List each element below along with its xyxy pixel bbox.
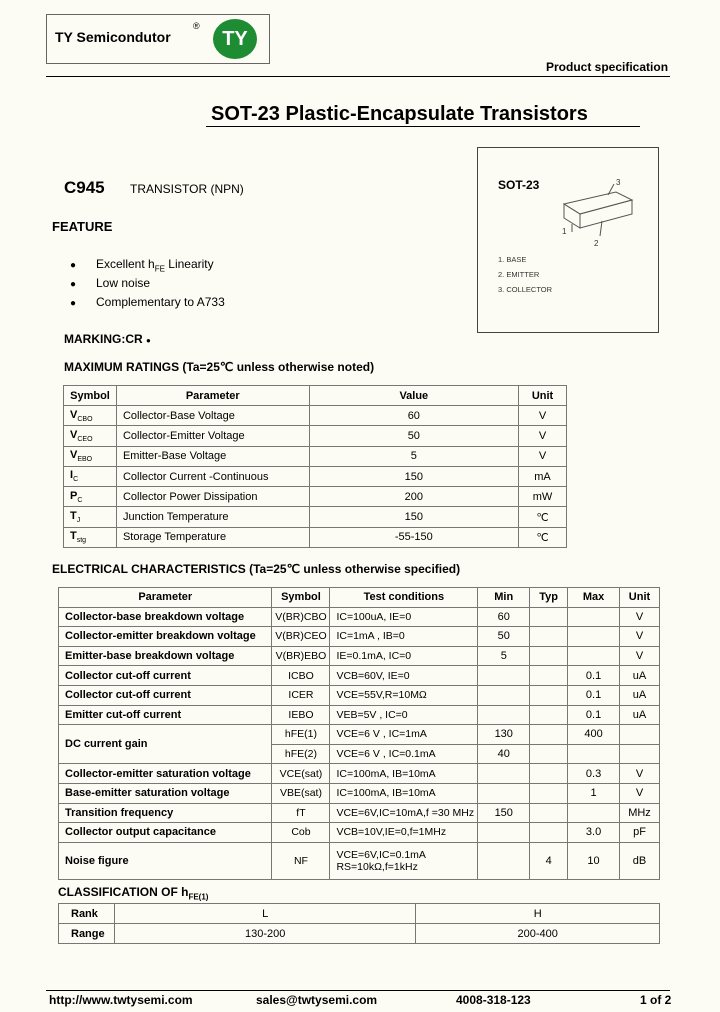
condition-cell: VCE=6 V , IC=0.1mA <box>330 744 478 764</box>
table-header-row <box>59 588 660 608</box>
max-cell <box>568 627 620 647</box>
value-cell: 200 <box>309 487 518 507</box>
table-row <box>59 823 660 843</box>
parameter-cell: Transition frequency <box>59 803 272 823</box>
typ-cell <box>530 627 568 647</box>
parameter-cell: Collector Current -Continuous <box>116 466 309 486</box>
typ-cell <box>530 685 568 705</box>
unit-cell: V <box>620 764 660 784</box>
parameter-cell: Noise figure <box>59 842 272 879</box>
column-header: Max <box>568 588 620 608</box>
table-row <box>59 725 660 745</box>
min-cell: 60 <box>478 607 530 627</box>
typ-cell <box>530 607 568 627</box>
feature-list <box>70 255 225 312</box>
max-cell: 0.1 <box>568 685 620 705</box>
unit-cell: ℃ <box>519 507 567 527</box>
table-row <box>59 783 660 803</box>
electrical-title: ELECTRICAL CHARACTERISTICS (Ta=25℃ unless otherwise specified) <box>52 562 461 576</box>
min-cell: 130 <box>478 725 530 745</box>
page-title: SOT-23 Plastic-Encapsulate Transistors <box>211 103 588 125</box>
feature-item <box>70 274 225 293</box>
table-row <box>59 803 660 823</box>
unit-cell: V <box>620 783 660 803</box>
brand-box <box>46 14 270 64</box>
symbol-cell: $V_{CEO}$ <box>64 426 117 446</box>
typ-cell <box>530 725 568 745</box>
range-value: 130-200 <box>114 924 415 944</box>
symbol-cell: V(BR)EBO <box>272 646 330 666</box>
typ-cell <box>530 823 568 843</box>
unit-cell: V <box>519 426 567 446</box>
typ-cell <box>530 744 568 764</box>
ty-logo-icon: TY <box>213 19 257 59</box>
feature-text: Complementary to A733 <box>96 295 225 309</box>
symbol-cell: V(BR)CEO <box>272 627 330 647</box>
parameter-cell: Storage Temperature <box>116 527 309 547</box>
svg-text:3: 3 <box>616 178 621 187</box>
classification-title: CLASSIFICATION OF $h_{FE(1)}$ <box>58 885 209 902</box>
max-cell <box>568 646 620 666</box>
symbol-cell: $T_J$ <box>64 507 117 527</box>
condition-cell: VCE=55V,R=10MΩ <box>330 685 478 705</box>
column-header: Value <box>309 386 518 406</box>
table-row <box>64 527 567 547</box>
min-cell <box>478 705 530 725</box>
symbol-cell: NF <box>272 842 330 879</box>
table-header-row <box>64 386 567 406</box>
max-cell: 0.3 <box>568 764 620 784</box>
column-header: Parameter <box>59 588 272 608</box>
value-cell: 150 <box>309 507 518 527</box>
max-cell: 1 <box>568 783 620 803</box>
rank-label: Rank <box>59 904 115 924</box>
table-row <box>59 627 660 647</box>
condition-cell: VEB=5V , IC=0 <box>330 705 478 725</box>
column-header: Parameter <box>116 386 309 406</box>
symbol-cell: ICBO <box>272 666 330 686</box>
title-underline <box>206 126 640 127</box>
table-row <box>64 406 567 426</box>
min-cell <box>478 823 530 843</box>
parameter-cell: Junction Temperature <box>116 507 309 527</box>
condition-cell: IC=1mA , IB=0 <box>330 627 478 647</box>
max-cell <box>568 607 620 627</box>
unit-cell: MHz <box>620 803 660 823</box>
column-header: Symbol <box>64 386 117 406</box>
range-value: 200-400 <box>416 924 660 944</box>
column-header: Typ <box>530 588 568 608</box>
condition-cell: VCB=60V, IE=0 <box>330 666 478 686</box>
parameter-cell: Collector cut-off current <box>59 666 272 686</box>
unit-cell: V <box>519 406 567 426</box>
symbol-cell: ICER <box>272 685 330 705</box>
symbol-cell: Cob <box>272 823 330 843</box>
value-cell: 150 <box>309 466 518 486</box>
condition-cell: IC=100mA, IB=10mA <box>330 764 478 784</box>
package-title: SOT-23 <box>498 178 540 192</box>
unit-cell: dB <box>620 842 660 879</box>
typ-cell <box>530 705 568 725</box>
typ-cell: 4 <box>530 842 568 879</box>
footer-email-link[interactable]: sales@twtysemi.com <box>256 993 378 1007</box>
max-ratings-table <box>63 385 567 548</box>
unit-cell: V <box>519 446 567 466</box>
max-cell: 0.1 <box>568 666 620 686</box>
symbol-cell: V(BR)CBO <box>272 607 330 627</box>
value-cell: 50 <box>309 426 518 446</box>
page-number: 1 of 2 <box>640 993 672 1007</box>
parameter-cell: Collector output capacitance <box>59 823 272 843</box>
feature-item <box>70 255 225 274</box>
max-cell: 10 <box>568 842 620 879</box>
feature-text: Excellent $h_{FE}$ Linearity <box>96 257 214 274</box>
unit-cell: V <box>620 607 660 627</box>
classification-table <box>58 903 660 944</box>
part-number: C945 <box>64 178 105 197</box>
parameter-cell: DC current gain <box>59 725 272 764</box>
value-cell: 60 <box>309 406 518 426</box>
footer-phone: 4008-318-123 <box>456 993 531 1007</box>
feature-text: Low noise <box>96 276 151 290</box>
unit-cell <box>620 744 660 764</box>
table-row <box>64 446 567 466</box>
max-ratings-title: MAXIMUM RATINGS (Ta=25℃ unless otherwise noted) <box>64 360 375 374</box>
product-specification-label: Product specification <box>546 60 669 74</box>
min-cell: 5 <box>478 646 530 666</box>
parameter-cell: Emitter cut-off current <box>59 705 272 725</box>
table-row <box>59 666 660 686</box>
min-cell <box>478 764 530 784</box>
typ-cell <box>530 666 568 686</box>
symbol-cell: $I_C$ <box>64 466 117 486</box>
unit-cell: pF <box>620 823 660 843</box>
typ-cell <box>530 646 568 666</box>
condition-cell: VCB=10V,IE=0,f=1MHz <box>330 823 478 843</box>
condition-cell: IC=100mA, IB=10mA <box>330 783 478 803</box>
min-cell <box>478 842 530 879</box>
table-row <box>64 487 567 507</box>
symbol-cell: $V_{CBO}$ <box>64 406 117 426</box>
symbol-cell: hFE(1) <box>272 725 330 745</box>
condition-cell: IE=0.1mA, IC=0 <box>330 646 478 666</box>
table-row <box>59 705 660 725</box>
feature-item <box>70 293 225 312</box>
svg-text:1: 1 <box>562 227 567 236</box>
column-header: Test conditions <box>330 588 478 608</box>
parameter-cell: Collector-emitter saturation voltage <box>59 764 272 784</box>
min-cell: 50 <box>478 627 530 647</box>
condition-line: VCE=6V,IC=0.1mA <box>336 848 426 861</box>
electrical-table <box>58 587 660 880</box>
feature-heading: FEATURE <box>52 219 113 234</box>
symbol-cell: $T_{stg}$ <box>64 527 117 547</box>
symbol-cell: VBE(sat) <box>272 783 330 803</box>
table-row <box>59 764 660 784</box>
min-cell <box>478 685 530 705</box>
bullet-icon: ● <box>70 279 77 290</box>
pin-item: 3. COLLECTOR <box>498 285 553 294</box>
min-cell: 40 <box>478 744 530 764</box>
registered-mark: ® <box>193 21 200 31</box>
condition-cell <box>330 842 478 879</box>
symbol-cell: VCE(sat) <box>272 764 330 784</box>
min-cell: 150 <box>478 803 530 823</box>
column-header: Symbol <box>272 588 330 608</box>
marking-label: MARKING:CR ● <box>64 332 151 346</box>
table-row <box>64 507 567 527</box>
parameter-cell: Collector-Base Voltage <box>116 406 309 426</box>
brand-name: TY Semicondutor <box>55 29 171 45</box>
unit-cell: mW <box>519 487 567 507</box>
value-cell: 5 <box>309 446 518 466</box>
parameter-cell: Collector Power Dissipation <box>116 487 309 507</box>
max-cell <box>568 803 620 823</box>
typ-cell <box>530 764 568 784</box>
unit-cell: uA <box>620 666 660 686</box>
svg-text:2: 2 <box>594 239 599 248</box>
footer-rule <box>46 990 670 991</box>
pin-item: 1. BASE <box>498 255 527 264</box>
rank-value: L <box>114 904 415 924</box>
table-row <box>59 842 660 879</box>
parameter-cell: Emitter-base breakdown voltage <box>59 646 272 666</box>
table-row <box>59 924 660 944</box>
range-label: Range <box>59 924 115 944</box>
table-row <box>59 685 660 705</box>
max-cell: 0.1 <box>568 705 620 725</box>
header-rule <box>46 76 670 77</box>
typ-cell <box>530 783 568 803</box>
table-row <box>64 426 567 446</box>
min-cell <box>478 666 530 686</box>
parameter-cell: Collector-emitter breakdown voltage <box>59 627 272 647</box>
bullet-icon: ● <box>70 260 77 271</box>
condition-cell: VCE=6 V , IC=1mA <box>330 725 478 745</box>
unit-cell: V <box>620 627 660 647</box>
value-cell: -55-150 <box>309 527 518 547</box>
table-row <box>64 466 567 486</box>
unit-cell <box>620 725 660 745</box>
bullet-icon: ● <box>70 298 77 309</box>
parameter-cell: Collector-base breakdown voltage <box>59 607 272 627</box>
rank-value: H <box>416 904 660 924</box>
parameter-cell: Collector cut-off current <box>59 685 272 705</box>
sot23-package-icon <box>558 176 640 254</box>
symbol-cell: fT <box>272 803 330 823</box>
typ-cell <box>530 803 568 823</box>
column-header: Min <box>478 588 530 608</box>
table-row <box>59 607 660 627</box>
symbol-cell: $V_{EBO}$ <box>64 446 117 466</box>
condition-cell: IC=100uA, IE=0 <box>330 607 478 627</box>
table-row <box>59 646 660 666</box>
pin-list <box>498 252 552 297</box>
max-cell <box>568 744 620 764</box>
package-box <box>477 147 659 333</box>
unit-cell: ℃ <box>519 527 567 547</box>
part-type: TRANSISTOR (NPN) <box>130 182 244 196</box>
unit-cell: mA <box>519 466 567 486</box>
column-header: Unit <box>519 386 567 406</box>
max-cell: 400 <box>568 725 620 745</box>
symbol-cell: IEBO <box>272 705 330 725</box>
symbol-cell: $P_C$ <box>64 487 117 507</box>
unit-cell: uA <box>620 685 660 705</box>
unit-cell: uA <box>620 705 660 725</box>
min-cell <box>478 783 530 803</box>
unit-cell: V <box>620 646 660 666</box>
parameter-cell: Collector-Emitter Voltage <box>116 426 309 446</box>
table-row <box>59 904 660 924</box>
condition-cell: VCE=6V,IC=10mA,f =30 MHz <box>330 803 478 823</box>
condition-line: RS=10kΩ,f=1kHz <box>336 860 418 873</box>
max-cell: 3.0 <box>568 823 620 843</box>
parameter-cell: Emitter-Base Voltage <box>116 446 309 466</box>
column-header: Unit <box>620 588 660 608</box>
symbol-cell: hFE(2) <box>272 744 330 764</box>
parameter-cell: Base-emitter saturation voltage <box>59 783 272 803</box>
pin-item: 2. EMITTER <box>498 270 540 279</box>
footer-website-link[interactable]: http://www.twtysemi.com <box>49 993 193 1007</box>
